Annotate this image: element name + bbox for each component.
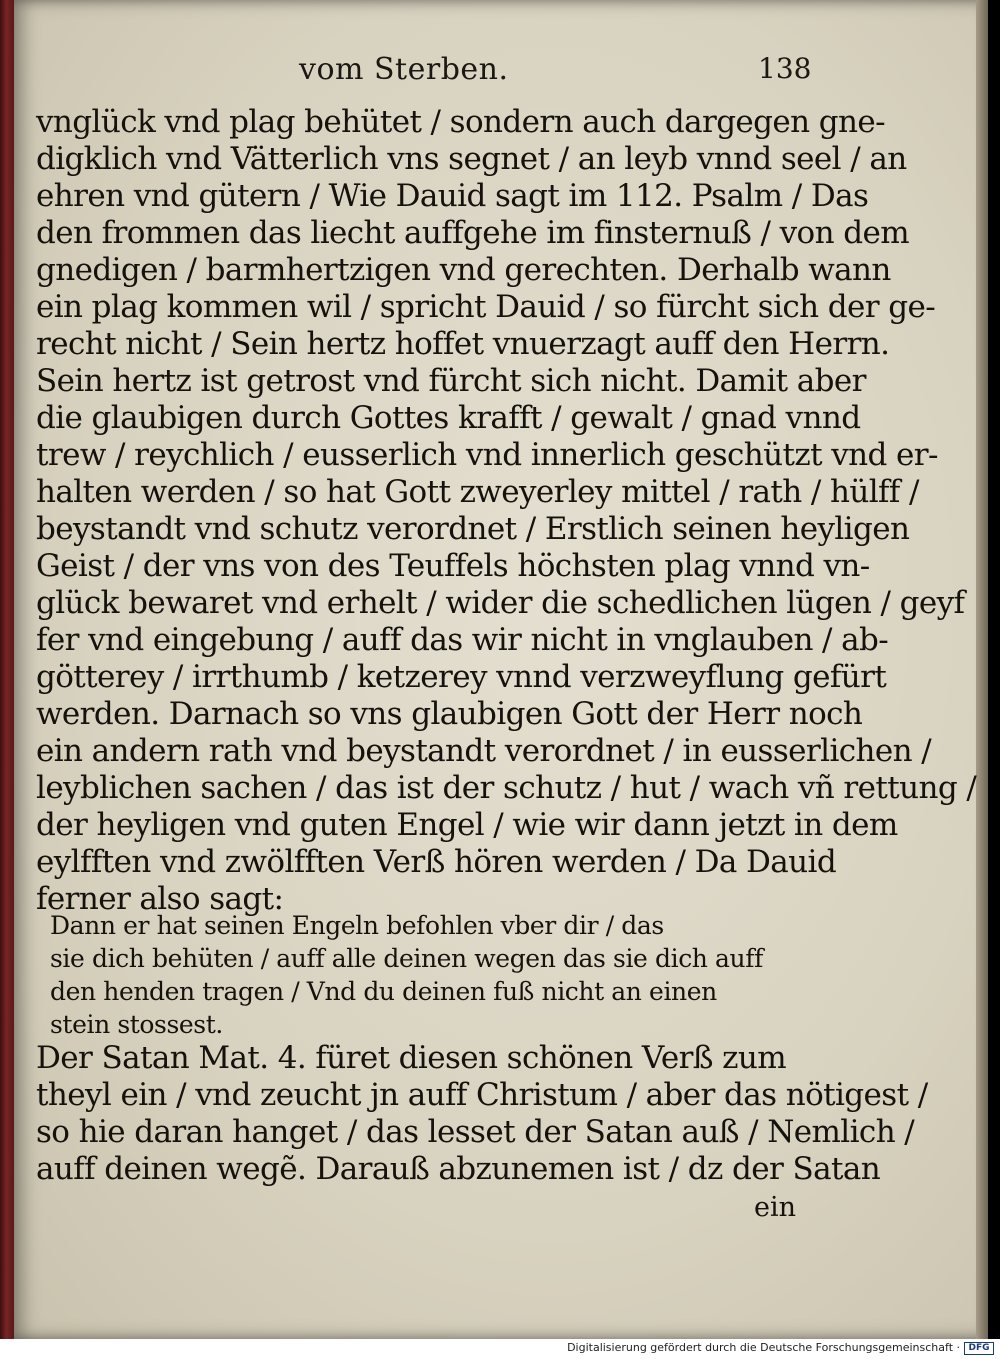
dfg-logo-icon: DFG [964,1342,994,1355]
funding-credit: Digitalisierung gefördert durch die Deutsche Forschungsgemeinschaft · [567,1341,960,1354]
book-page [14,0,988,1339]
catchword: ein [754,1192,797,1223]
text-line: ein andern rath vnd beystandt verordnet / in eusserlichen / [36,733,932,769]
text-line: so hie daran hanget / das lesset der Satan auß / Nemlich / [36,1114,915,1150]
text-line: auff deinen wegẽ. Darauß abzunemen ist / dz der Satan [36,1151,881,1187]
text-line: trew / reychlich / eusserlich vnd innerlich geschützt vnd er- [36,437,938,473]
text-line: recht nicht / Sein hertz hoffet vnuerzagt auff den Herrn. [36,326,890,362]
footer-bar [0,1339,1000,1359]
text-line: den frommen das liecht auffgehe im finsternuß / von dem [36,215,909,251]
text-line: eylfften vnd zwölfften Verß hören werden / Da Dauid [36,844,837,880]
text-line: ein plag kommen wil / spricht Dauid / so fürcht sich der ge- [36,289,936,325]
page-edge-shadow [976,0,988,1339]
scripture-quote-block [50,909,790,1041]
text-line: vnglück vnd plag behütet / sondern auch dargegen gne- [36,104,886,140]
page-number: 138 [758,52,812,85]
text-line: Geist / der vns von des Teuffels höchsten plag vnnd vn- [36,548,870,584]
book-binding-edge [0,0,14,1339]
text-line: ehren vnd gütern / Wie Dauid sagt im 112. Psalm / Das [36,178,869,214]
text-line: werden. Darnach so vns glaubigen Gott der Herr noch [36,696,863,732]
quote-line: Dann er hat seinen Engeln befohlen vber dir / das [50,911,664,940]
text-line: digklich vnd Vätterlich vns segnet / an leyb vnnd seel / an [36,141,907,177]
quote-line: sie dich behüten / auff alle deinen wegen das sie dich auff [50,944,763,973]
main-text-block [36,104,977,918]
running-head: vom Sterben. [299,52,509,87]
page-header [14,52,988,92]
text-line: götterey / irrthumb / ketzerey vnnd verzweyflung gefürt [36,659,887,695]
text-line: Der Satan Mat. 4. füret diesen schönen Verß zum [36,1040,787,1076]
text-line: halten werden / so hat Gott zweyerley mittel / rath / hülff / [36,474,919,510]
text-line: theyl ein / vnd zeucht jn auff Christum / aber das nötigest / [36,1077,928,1113]
text-line: glück bewaret vnd erhelt / wider die schedlichen lügen / geyf [36,585,965,621]
text-line: fer vnd eingebung / auff das wir nicht in vnglauben / ab- [36,622,889,658]
text-line: die glaubigen durch Gottes krafft / gewalt / gnad vnnd [36,400,861,436]
quote-line: stein stossest. [50,1010,223,1039]
text-line: leyblichen sachen / das ist der schutz / hut / wach vñ rettung / [36,770,977,806]
quote-line: den henden tragen / Vnd du deinen fuß nicht an einen [50,977,717,1006]
second-paragraph [36,1040,928,1188]
text-line: der heyligen vnd guten Engel / wie wir dann jetzt in dem [36,807,898,843]
text-line: gnedigen / barmhertzigen vnd gerechten. Derhalb wann [36,252,891,288]
text-line: beystandt vnd schutz verordnet / Erstlich seinen heyligen [36,511,910,547]
text-line: ferner also sagt: [36,881,284,917]
text-line: Sein hertz ist getrost vnd fürcht sich nicht. Damit aber [36,363,866,399]
